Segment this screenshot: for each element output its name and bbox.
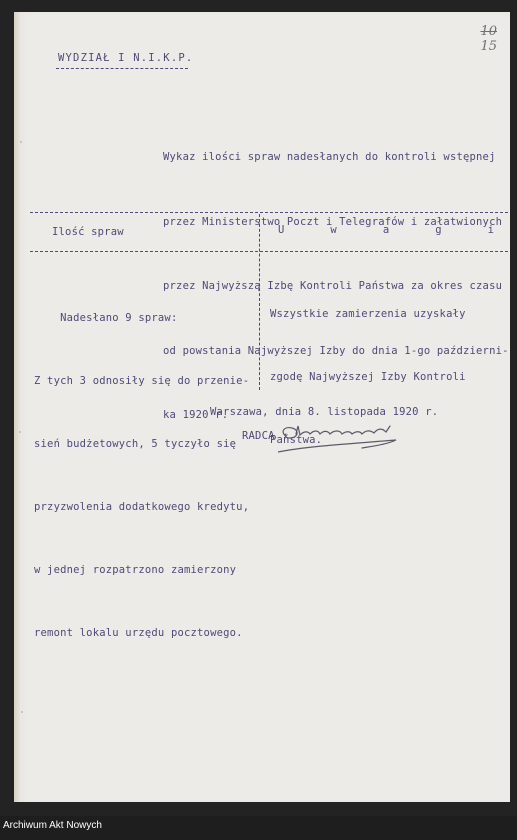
signatory-title: RADCA (242, 430, 275, 442)
table-column-divider (259, 214, 260, 390)
intro-line: od powstania Najwyższej Izby do dnia 1-go październi- (163, 344, 509, 357)
place-and-date: Warszawa, dnia 8. listopada 1920 r. (210, 406, 439, 418)
column-header-count: Ilość spraw (52, 226, 124, 238)
case-line: Nadesłano 9 spraw: (34, 312, 178, 324)
column-header-remarks (278, 224, 494, 236)
intro-line: przez Ministerstwo Poczt i Telegrafów i załatwionych (163, 215, 503, 228)
page-number-old: 10 (480, 24, 497, 39)
remarks-letter: a (382, 224, 390, 236)
intro-line: ka 1920 r. (163, 409, 229, 421)
case-line: remont lokalu urzędu pocztowego. (34, 627, 243, 639)
department-heading: WYDZIAŁ I N.I.K.P. (58, 52, 194, 64)
remarks-letter: w (330, 224, 337, 236)
table-top-rule (30, 212, 508, 213)
remarks-line: Wszystkie zamierzenia uzyskały (270, 308, 466, 320)
case-count-cell (34, 266, 249, 665)
remarks-letter: g (435, 224, 442, 236)
page-edge-specks (18, 12, 24, 792)
remarks-line: Państwa. (270, 434, 323, 446)
case-line: Z tych 3 odnosiły się do przenie- (34, 375, 250, 387)
remarks-line: zgodę Najwyższej Izby Kontroli (270, 371, 466, 383)
archive-footer-label: Archiwum Akt Nowych (3, 820, 102, 831)
remarks-letter: U (278, 224, 285, 236)
intro-line: przez Najwyższą Izbę Kontroli Państwa za okres czasu (163, 280, 503, 292)
case-line: w jednej rozpatrzono zamierzony (34, 564, 237, 576)
page-number-new: 15 (480, 39, 497, 54)
intro-line: Wykaz ilości spraw nadesłanych do kontroli wstępnej (163, 151, 496, 163)
department-underline (56, 68, 188, 69)
page-number-annotation (480, 24, 497, 54)
remarks-letter: i (487, 224, 494, 236)
handwritten-signature (278, 422, 402, 462)
case-line: przyzwolenia dodatkowego kredytu, (34, 501, 250, 513)
case-line: sień budżetowych, 5 tyczyło się (34, 438, 237, 450)
table-header-rule (30, 251, 508, 252)
